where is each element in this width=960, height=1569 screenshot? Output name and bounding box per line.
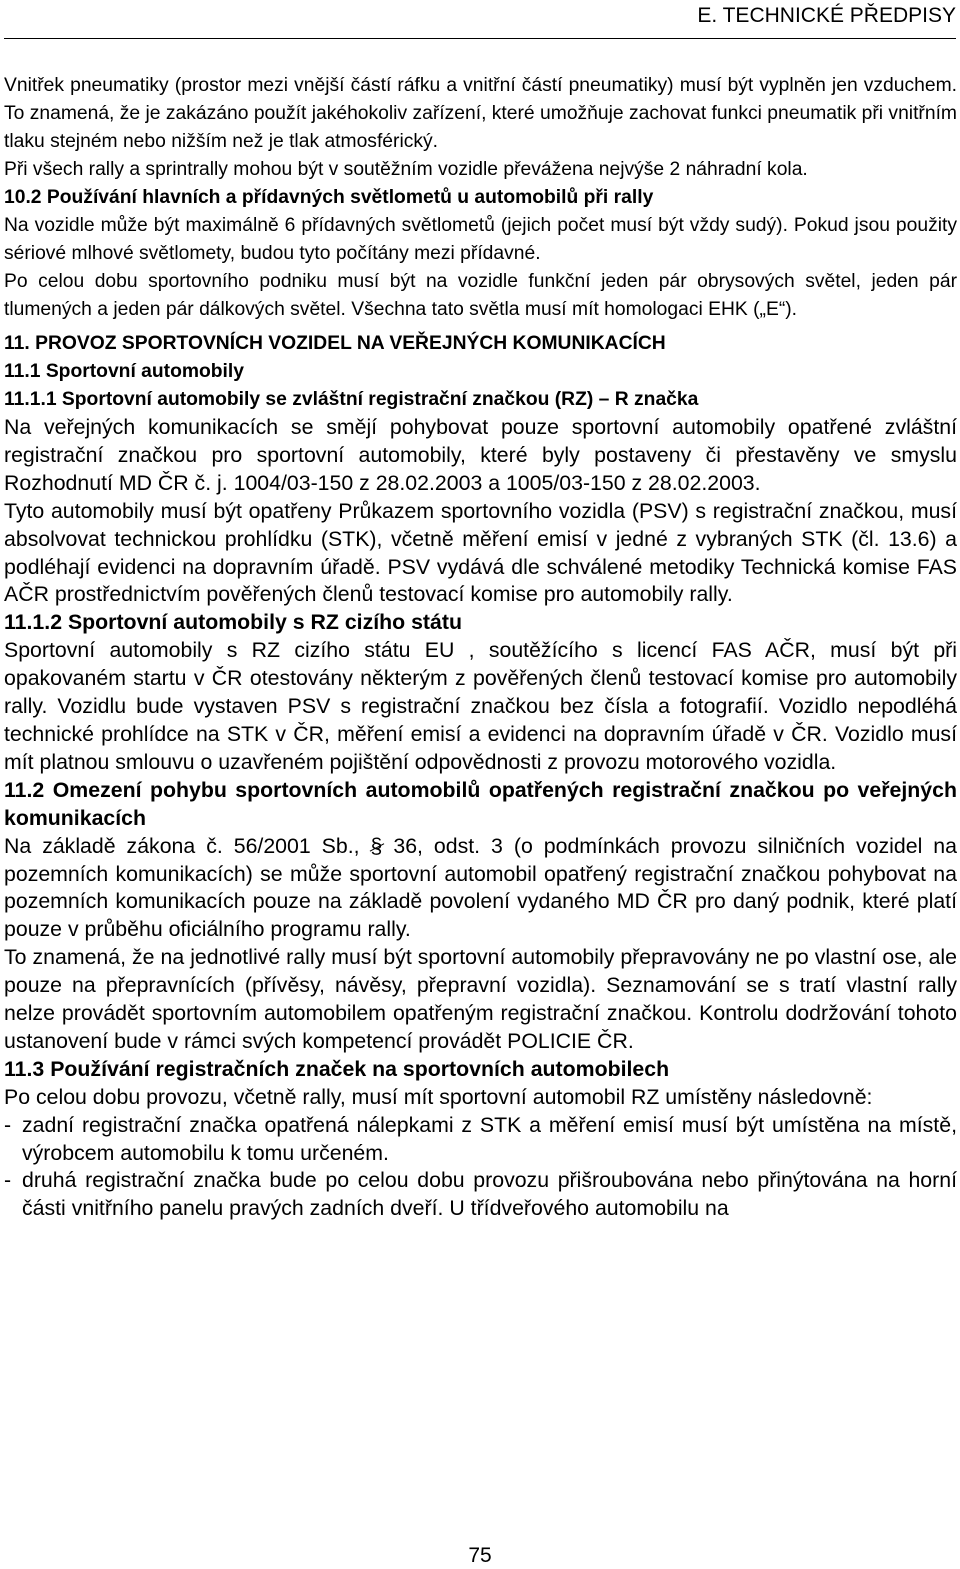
paragraph-additional-lights: Na vozidle může být maximálně 6 přídavných světlometů (jejich počet musí být vždy sudý). Pokud jsou použity sériové mlhové světlomety, budou tyto počítány mezi přídavné. <box>4 215 957 264</box>
heading-11-1: 11.1 Sportovní automobily <box>4 361 244 382</box>
list-dash: - <box>4 1168 12 1193</box>
page-number: 75 <box>468 1544 492 1567</box>
list-item-rear-plate <box>4 1112 957 1168</box>
law-text-start: Na základě zákona č. 56/2001 Sb., <box>4 833 371 858</box>
section-sign: § <box>371 833 383 861</box>
paragraph-tire-interior: Vnitřek pneumatiky (prostor mezi vnější částí ráfku a vnitřní částí pneumatiky) musí být vyplněn jen vzduchem. To znamená, že je zakázáno použít jakéhokoliv zařízení, které umožňuje zachovat funkci pneumatik při vnitřním tlaku stejném nebo nižším než je tlak atmosférický. <box>4 75 957 152</box>
paragraph-psv-card: Tyto automobily musí být opatřeny Průkazem sportovního vozidla (PSV) s registrační značkou, musí absolvovat technickou prohlídku (STK), včetně měření emisí v jedné z vybraných STK (čl. 13.6) a podléhají evidenci na dopravním úřadě. PSV vydává dle schválené metodiky Technická komise FAS AČR prostřednictvím pověřených členů testovací komise pro automobily rally. <box>4 498 957 607</box>
paragraph-transport-rules: To znamená, že na jednotlivé rally musí být sportovní automobily přepravovány ne po vlastní ose, ale pouze na přepravnících (přívěsy, návěsy, přepravní vozidla). Seznamování se s tratí vlastní rally nelze provádět sportovním automobilem opatřeným registrační značkou. Kontrolu dodržování tohoto ustanovení bude v rámci svých kompetencí provádět POLICIE ČR. <box>4 945 957 1053</box>
list-dash: - <box>4 1112 12 1137</box>
heading-11-3: 11.3 Používání registračních značek na sportovních automobilech <box>4 1056 670 1081</box>
paragraph-law-56-2001 <box>4 833 957 945</box>
header-rule <box>4 38 956 39</box>
heading-10-2: 10.2 Používání hlavních a přídavných světlometů u automobilů při rally <box>4 187 654 208</box>
heading-11-1-1: 11.1.1 Sportovní automobily se zvláštní registrační značkou (RZ) – R značka <box>4 389 699 410</box>
heading-11-2: 11.2 Omezení pohybu sportovních automobilů opatřených registrační značkou po veřejných komunikacích <box>4 777 957 830</box>
list-item-second-plate <box>4 1167 957 1223</box>
law-text-rest: 36, odst. 3 (o podmínkách provozu silničních vozidel na pozemních komunikacích) se může sportovní automobil opatřený registrační značkou pohybovat na pozemních komunikacích pouze na základě povolení vydaného MD ČR pro daný podnik, které platí pouze v průběhu oficiálního programu rally. <box>4 833 957 942</box>
paragraph-spare-wheels: Při všech rally a sprintrally mohou být v soutěžním vozidle převážena nejvýše 2 náhradní kola. <box>4 159 808 180</box>
paragraph-light-homologation: Po celou dobu sportovního podniku musí být na vozidle funkční jeden pár obrysových světel, jeden pár tlumených a jeden pár dálkových světel. Všechna tato světla musí mít homologaci EHK („E“). <box>4 271 957 320</box>
section-header: E. TECHNICKÉ PŘEDPISY <box>697 4 956 27</box>
list-item-text: druhá registrační značka bude po celou dobu provozu přišroubována nebo přinýtována na horní části vnitřního panelu pravých zadních dveří. U třídveřového automobilu na <box>22 1168 957 1221</box>
list-item-text: zadní registrační značka opatřená nálepkami z STK a měření emisí musí být umístěna na místě, výrobcem automobilu k tomu určeném. <box>22 1112 957 1165</box>
heading-11: 11. PROVOZ SPORTOVNÍCH VOZIDEL NA VEŘEJNÝCH KOMUNIKACÍCH <box>4 333 666 354</box>
paragraph-plate-placement: Po celou dobu provozu, včetně rally, musí mít sportovní automobil RZ umístěny následovně: <box>4 1084 873 1109</box>
paragraph-r-plate: Na veřejných komunikacích se smějí pohybovat pouze sportovní automobily opatřené zvláštní registrační značkou pro sportovní automobily, které byly postaveny či přestavěny ve smyslu Rozhodnutí MD ČR č. j. 1004/03-150 z 28.02.2003 a 1005/03-150 z 28.02.2003. <box>4 415 957 495</box>
paragraph-foreign-plates: Sportovní automobily s RZ cizího státu EU , soutěžícího s licencí FAS AČR, musí být při opakovaném startu v ČR otestovány některým z pověřených členů testovací komise pro automobily rally. Vozidlu bude vystaven PSV s registrační značkou bez čísla a fotografií. Vozidlo nepodléhá technické prohlídce na STK v ČR, měření emisí a evidenci na dopravním úřadě v ČR. Vozidlo musí mít platnou smlouvu o uzavřeném pojištění odpovědnosti z provozu motorového vozidla. <box>4 638 957 774</box>
document-body <box>4 72 957 1223</box>
heading-11-1-2: 11.1.2 Sportovní automobily s RZ cizího státu <box>4 610 462 635</box>
